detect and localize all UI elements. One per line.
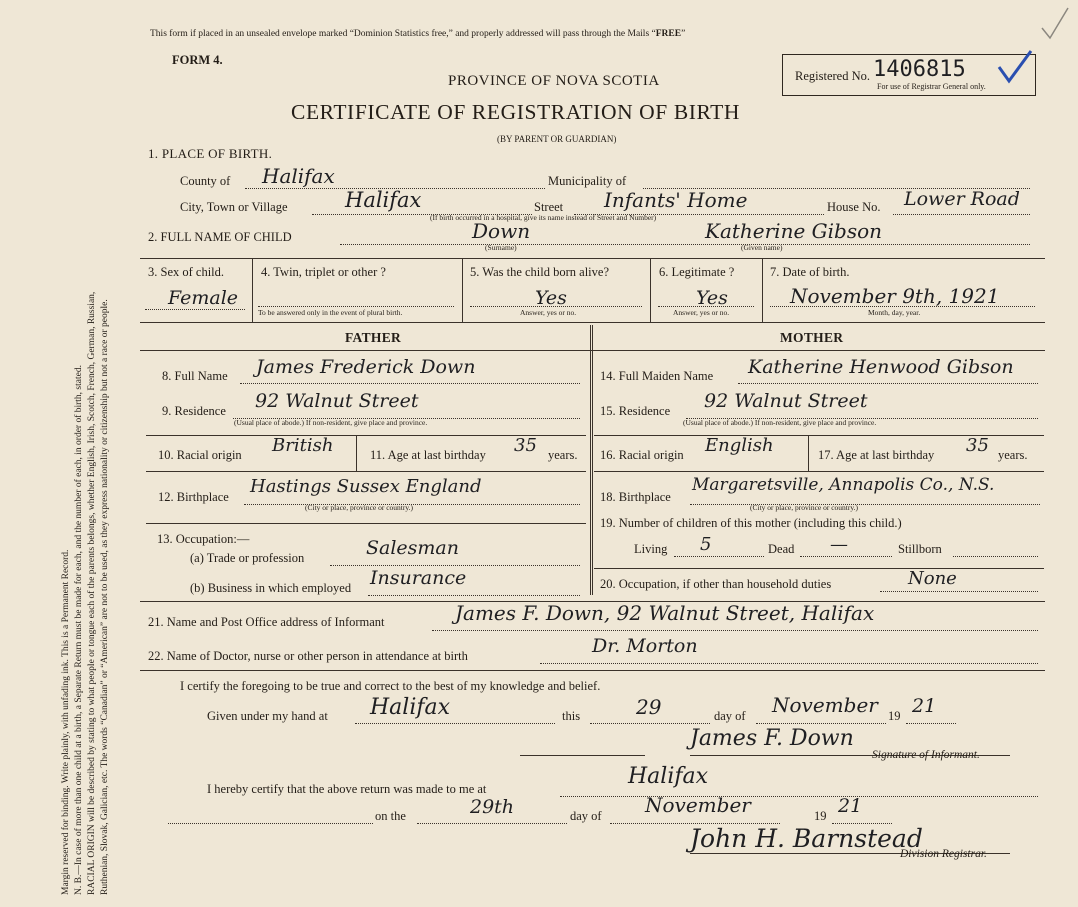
given-caption: (Given name) (741, 243, 783, 252)
stillborn-label: Stillborn (898, 542, 942, 556)
father-name-label: 8. Full Name (162, 369, 228, 383)
birth-date-value: November 9th, 1921 (790, 284, 1000, 308)
father-name-value: James Frederick Down (256, 356, 476, 378)
sex-value: Female (168, 287, 239, 309)
twin-label: 4. Twin, triplet or other ? (261, 265, 386, 279)
mother-occupation-value: None (908, 568, 957, 589)
certificate-title: CERTIFICATE OF REGISTRATION OF BIRTH (291, 100, 741, 124)
informant-value: James F. Down, 92 Walnut Street, Halifax (455, 601, 875, 625)
mother-residence-label: 15. Residence (600, 404, 671, 418)
legitimate-label: 6. Legitimate ? (659, 265, 735, 279)
mother-racial-label: 16. Racial origin (600, 448, 684, 462)
mother-age-value: 35 (966, 435, 989, 456)
given-month-value: November (772, 693, 878, 717)
registrar-year-prefix: 19 (814, 809, 827, 823)
house-value: Lower Road (904, 188, 1020, 210)
informant-signature-caption: Signature of Informant. (872, 749, 980, 761)
alive-value: Yes (535, 287, 567, 309)
father-residence-note: (Usual place of abode.) If non-resident, give place and province. (234, 418, 428, 427)
living-value: 5 (700, 534, 712, 555)
registrar-caption: Division Registrar. (900, 848, 987, 860)
registrar-day-of-label: day of (570, 809, 602, 823)
registrar-signature: John H. Barnstead (690, 824, 923, 853)
father-occupation-label: 13. Occupation:— (157, 532, 250, 546)
father-racial-label: 10. Racial origin (158, 448, 242, 462)
registered-number-box (782, 54, 1036, 96)
alive-label: 5. Was the child born alive? (470, 265, 610, 279)
legitimate-note: Answer, yes or no. (673, 308, 730, 317)
registered-number: 1406815 (873, 57, 966, 82)
given-place-value: Halifax (370, 695, 451, 720)
trade-label: (a) Trade or profession (190, 551, 305, 565)
father-years-label: years. (548, 448, 578, 462)
city-value: Halifax (345, 188, 422, 212)
mailing-notice: This form if placed in an unsealed envelope marked “Dominion Statistics free,” and properly addressed will pass through the Mails “FREE” (150, 29, 686, 39)
informant-signature: James F. Down (690, 726, 854, 751)
municipality-label: Municipality of (548, 174, 627, 188)
given-under-label: Given under my hand at (207, 709, 328, 723)
street-label: Street (534, 200, 564, 214)
father-birthplace-value: Hastings Sussex England (250, 476, 482, 497)
margin-note-4: Ruthenian, Slovak, Galician, etc. The words “Canadian” or “American” are not to be used, as they express nationality or citizenship but not a race or people. (100, 299, 110, 895)
father-age-value: 35 (514, 435, 537, 456)
father-residence-value: 92 Walnut Street (255, 390, 419, 412)
alive-note: Answer, yes or no. (520, 308, 577, 317)
margin-notes (60, 292, 112, 895)
place-of-birth-heading: 1. PLACE OF BIRTH. (148, 146, 273, 161)
form-number: FORM 4. (172, 53, 223, 67)
mother-residence-note: (Usual place of abode.) If non-resident, give place and province. (683, 418, 877, 427)
father-birthplace-note: (City or place, province or country.) (305, 503, 414, 512)
margin-note-3: RACIAL ORIGIN will be described by stating to what people or tongue each of the parents belongs, whether English, Irish, Scotch, French, German, Russian, (87, 291, 97, 895)
registrar-year-value: 21 (838, 795, 863, 817)
registrar-use-note: For use of Registrar General only. (877, 82, 986, 91)
registrar-month-value: November (645, 793, 751, 817)
registrar-place-value: Halifax (628, 764, 709, 789)
certification-statement: I certify the foregoing to be true and correct to the best of my knowledge and belief. (180, 679, 601, 693)
child-name-label: 2. FULL NAME OF CHILD (148, 230, 292, 244)
legitimate-value: Yes (696, 287, 728, 309)
father-birthplace-label: 12. Birthplace (158, 490, 229, 504)
business-value: Insurance (370, 567, 467, 589)
given-year-prefix: 19 (888, 709, 901, 723)
margin-note-1: Margin reserved for binding. Write plainly, with unfading ink. This is a Permanent Record. (61, 549, 71, 895)
corner-check-icon (1040, 6, 1072, 42)
birth-date-note: Month, day, year. (868, 308, 921, 317)
children-count-label: 19. Number of children of this mother (including this child.) (600, 516, 902, 530)
certificate-subtitle: (BY PARENT OR GUARDIAN) (497, 134, 617, 144)
trade-value: Salesman (366, 537, 459, 559)
house-label: House No. (827, 200, 881, 214)
child-given-name: Katherine Gibson (705, 219, 883, 243)
mother-birthplace-note: (City or place, province or country.) (750, 503, 859, 512)
birth-date-label: 7. Date of birth. (770, 265, 850, 279)
mother-occupation-label: 20. Occupation, if other than household duties (600, 577, 832, 591)
registrar-statement: I hereby certify that the above return was made to me at (207, 782, 487, 796)
business-label: (b) Business in which employed (190, 581, 352, 595)
registered-label: Registered No. (795, 69, 870, 83)
given-year-value: 21 (912, 695, 937, 717)
mother-birthplace-label: 18. Birthplace (600, 490, 671, 504)
doctor-value: Dr. Morton (592, 635, 698, 657)
mother-years-label: years. (998, 448, 1028, 462)
registrar-day-value: 29th (470, 796, 515, 818)
mother-racial-value: English (705, 435, 774, 456)
father-age-label: 11. Age at last birthday (370, 448, 486, 462)
check-mark-icon (995, 49, 1035, 89)
mother-birthplace-value: Margaretsville, Annapolis Co., N.S. (692, 475, 995, 495)
mother-heading: MOTHER (780, 330, 844, 345)
margin-note-2: N. B.—In case of more than one child at a birth, a Separate Return must be made for each, and the number of each, in order of birth, stated. (74, 365, 84, 895)
living-label: Living (634, 542, 668, 556)
province-heading: PROVINCE OF NOVA SCOTIA (448, 73, 660, 89)
child-surname: Down (472, 219, 531, 243)
father-racial-value: British (272, 435, 334, 456)
dead-label: Dead (768, 542, 795, 556)
given-day-of-label: day of (714, 709, 746, 723)
sex-label: 3. Sex of child. (148, 265, 225, 279)
informant-label: 21. Name and Post Office address of Informant (148, 615, 385, 629)
surname-caption: (Surname) (485, 243, 517, 252)
father-heading: FATHER (345, 330, 402, 345)
mother-residence-value: 92 Walnut Street (704, 390, 868, 412)
dead-value: — (830, 534, 848, 555)
given-this-label: this (562, 709, 581, 723)
county-value: Halifax (262, 164, 335, 188)
hospital-note: (If birth occurred in a hospital, give its name instead of Street and Number) (430, 213, 657, 222)
mother-name-label: 14. Full Maiden Name (600, 369, 714, 383)
father-residence-label: 9. Residence (162, 404, 226, 418)
doctor-label: 22. Name of Doctor, nurse or other person in attendance at birth (148, 649, 468, 663)
street-value: Infants' Home (604, 188, 748, 212)
twin-note: To be answered only in the event of plural birth. (258, 308, 403, 317)
on-the-label: on the (375, 809, 406, 823)
mother-name-value: Katherine Henwood Gibson (748, 356, 1014, 378)
county-label: County of (180, 174, 231, 188)
city-label: City, Town or Village (180, 200, 288, 214)
given-day-value: 29 (636, 695, 662, 719)
mother-age-label: 17. Age at last birthday (818, 448, 935, 462)
